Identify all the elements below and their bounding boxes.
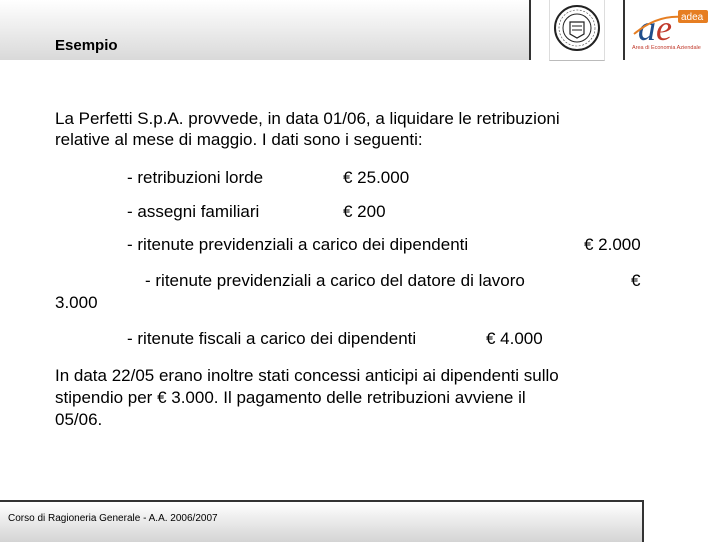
aedea-tagline: Area di Economia Aziendale (632, 45, 701, 51)
svg-text:e: e (656, 8, 672, 48)
item-label: - ritenute fiscali a carico dei dipendenti (127, 329, 417, 348)
header-divider (623, 0, 625, 60)
footer-course-label: Corso di Ragioneria Generale - A.A. 2006/2007 (8, 513, 218, 524)
item-value: € 2.000 (584, 235, 641, 254)
svg-text:a: a (638, 8, 656, 48)
item-label: - ritenute previdenziali a carico dei dipendenti (127, 235, 469, 254)
slide-title: Esempio (55, 37, 118, 54)
intro-line-2: relative al mese di maggio. I dati sono i seguenti: (55, 130, 423, 149)
outro-line-2: stipendio per € 3.000. Il pagamento delle retribuzioni avviene il (55, 388, 526, 407)
item-value: € 25.000 (343, 168, 410, 187)
aedea-logo-text: adea (681, 12, 704, 23)
outro-line-3: 05/06. (55, 410, 103, 429)
item-label: - retribuzioni lorde (127, 168, 264, 187)
intro-line-1: La Perfetti S.p.A. provvede, in data 01/06, a liquidare le retribuzioni (55, 109, 560, 128)
item-value: € 200 (343, 202, 386, 221)
item-label: - assegni familiari (127, 202, 260, 221)
outro-line-1: In data 22/05 erano inoltre stati concessi anticipi ai dipendenti sullo (55, 366, 559, 385)
university-seal-logo (549, 0, 605, 61)
item-label: - ritenute previdenziali a carico del datore di lavoro (145, 271, 525, 290)
item-value-amount: 3.000 (55, 293, 98, 312)
item-value-currency: € (631, 271, 641, 290)
item-value: € 4.000 (486, 329, 543, 348)
